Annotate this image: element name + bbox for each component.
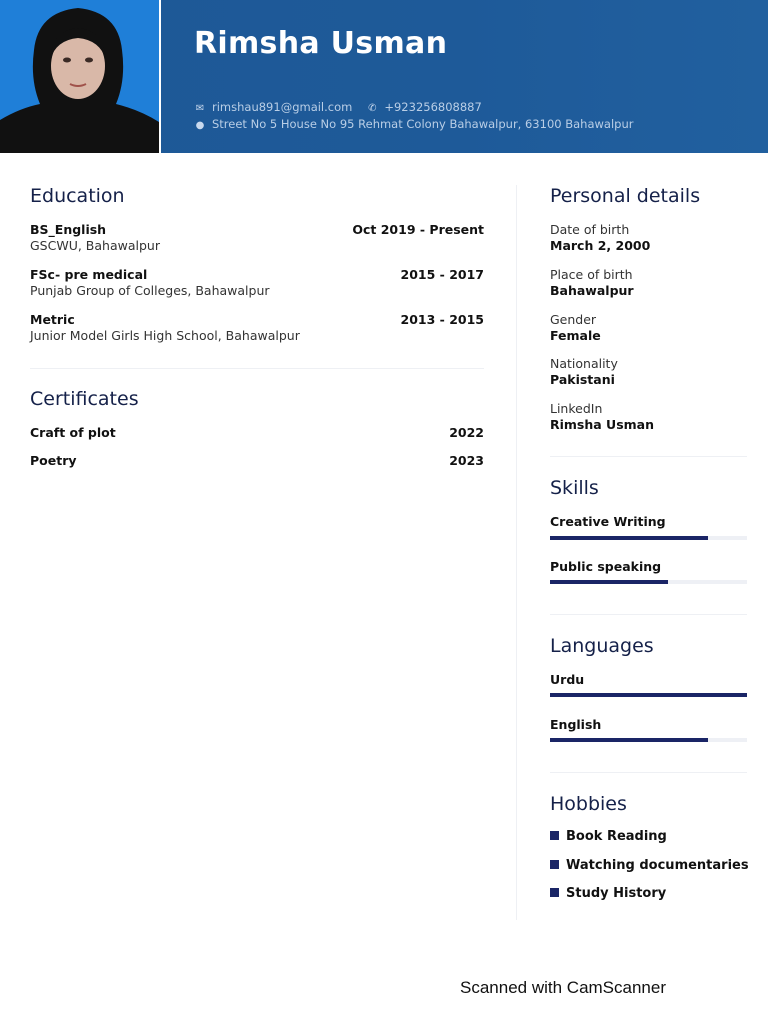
hobby-item	[550, 886, 666, 901]
detail-label-place-of-birth: Place of birth	[550, 267, 633, 282]
education-degree: FSc- pre medical	[30, 267, 148, 282]
certificate-name: Craft of plot	[30, 425, 116, 440]
page-cutoff	[540, 912, 768, 932]
hobby-label: Book Reading	[566, 829, 667, 844]
detail-label-linkedin: LinkedIn	[550, 401, 603, 416]
section-divider	[30, 368, 484, 369]
detail-value-linkedin: Rimsha Usman	[550, 417, 655, 432]
language-bar	[550, 693, 747, 697]
profile-photo	[0, 0, 161, 153]
skill-bar-fill	[550, 536, 708, 540]
detail-value-nationality: Pakistani	[550, 372, 615, 387]
hobby-label: Watching documentaries	[566, 858, 749, 873]
envelope-icon: ✉	[195, 103, 205, 114]
education-school: GSCWU, Bahawalpur	[30, 238, 160, 253]
section-divider	[550, 456, 747, 457]
resume-header	[0, 0, 768, 153]
detail-label-gender: Gender	[550, 312, 597, 327]
square-bullet-icon	[550, 888, 559, 897]
language-bar-fill	[550, 738, 708, 742]
education-title: Education	[30, 185, 125, 207]
languages-title: Languages	[550, 635, 654, 657]
detail-label-date-of-birth: Date of birth	[550, 222, 630, 237]
language-bar-fill	[550, 693, 747, 697]
skill-name: Public speaking	[550, 559, 662, 574]
phone-icon: ✆	[368, 103, 377, 114]
scanner-watermark: Scanned with CamScanner	[460, 978, 667, 997]
skills-title: Skills	[550, 477, 599, 499]
certificates-title: Certificates	[30, 388, 139, 410]
certificate-year: 2023	[449, 453, 484, 468]
skill-bar	[550, 580, 747, 584]
square-bullet-icon	[550, 831, 559, 840]
phone-text: +923256808887	[384, 100, 482, 114]
education-degree: BS_English	[30, 222, 107, 237]
certificate-name: Poetry	[30, 453, 77, 468]
resume-name: Rimsha Usman	[194, 26, 448, 61]
detail-value-date-of-birth: March 2, 2000	[550, 238, 651, 253]
hobby-label: Study History	[566, 886, 667, 901]
skill-bar-fill	[550, 580, 668, 584]
education-dates: 2013 - 2015	[400, 312, 484, 327]
contact-line-2	[194, 117, 633, 131]
skill-name: Creative Writing	[550, 514, 666, 529]
square-bullet-icon	[550, 860, 559, 869]
certificate-year: 2022	[449, 425, 484, 440]
hobby-item	[550, 829, 667, 844]
education-school: Punjab Group of Colleges, Bahawalpur	[30, 283, 270, 298]
hobbies-title: Hobbies	[550, 793, 627, 815]
education-dates: Oct 2019 - Present	[352, 222, 484, 237]
personal-details-title: Personal details	[550, 185, 701, 207]
skill-bar	[550, 536, 747, 540]
language-bar	[550, 738, 747, 742]
education-school: Junior Model Girls High School, Bahawalpur	[30, 328, 300, 343]
section-divider	[550, 772, 747, 773]
detail-value-place-of-birth: Bahawalpur	[550, 283, 634, 298]
detail-value-gender: Female	[550, 328, 601, 343]
hobby-item	[550, 858, 749, 873]
address-text: Street No 5 House No 95 Rehmat Colony Bahawalpur, 63100 Bahawalpur	[212, 117, 634, 131]
education-degree: Metric	[30, 312, 75, 327]
detail-label-nationality: Nationality	[550, 356, 618, 371]
section-divider	[550, 614, 747, 615]
education-dates: 2015 - 2017	[400, 267, 484, 282]
language-name: Urdu	[550, 672, 585, 687]
column-divider	[516, 185, 517, 920]
email-text: rimshau891@gmail.com	[212, 100, 353, 114]
contact-line-1	[194, 100, 482, 114]
location-pin-icon: ●	[195, 120, 205, 131]
language-name: English	[550, 717, 602, 732]
